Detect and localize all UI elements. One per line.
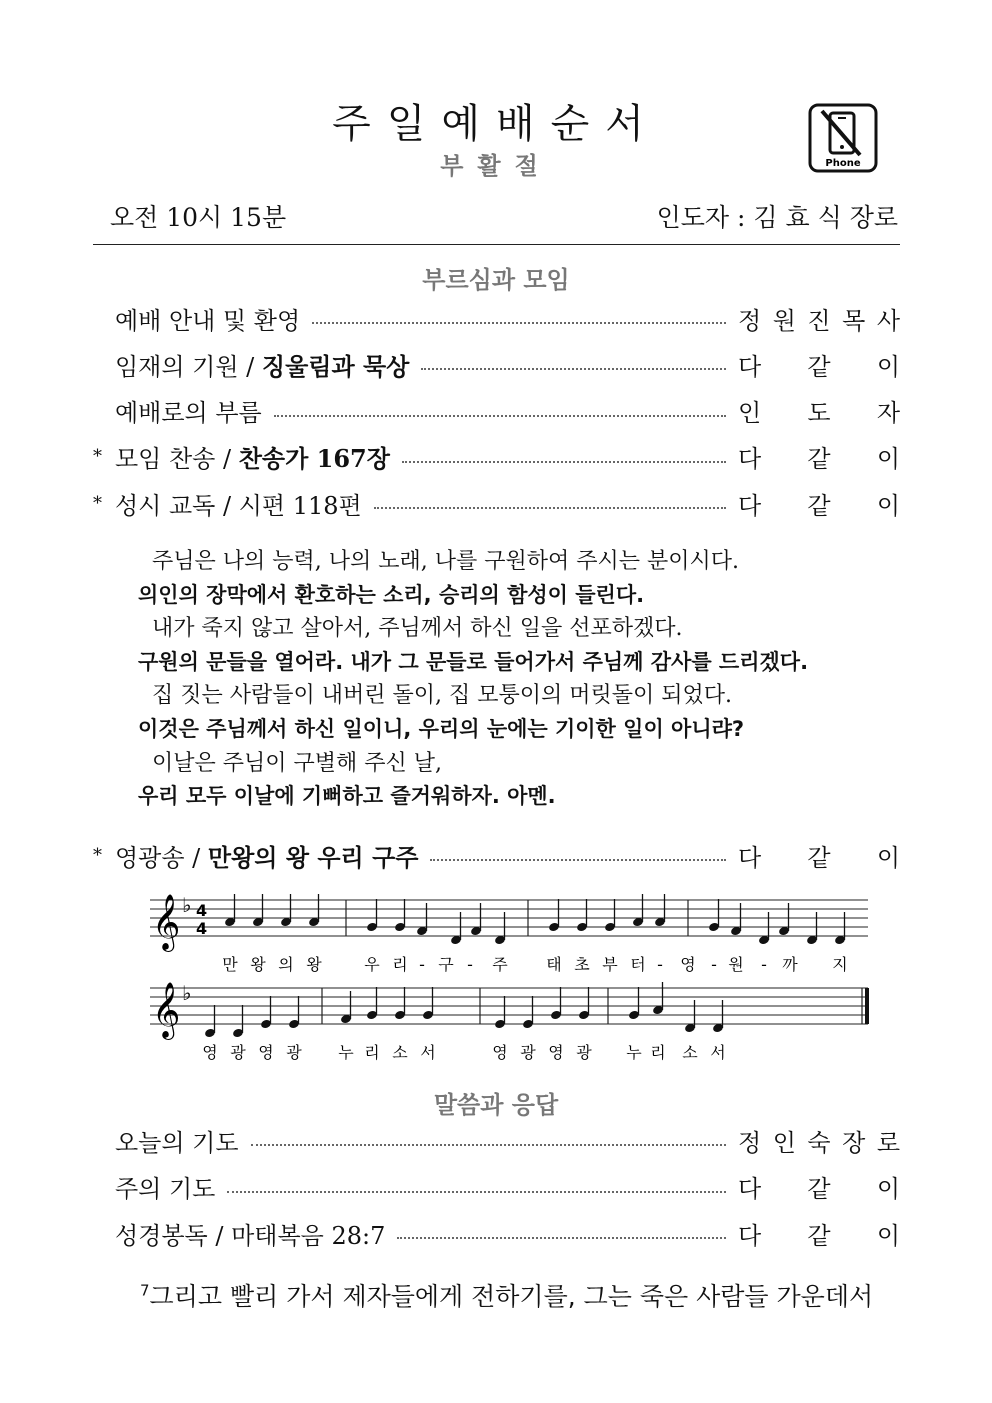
- order-item-responsible: [738, 1123, 900, 1158]
- order-item: [93, 483, 900, 523]
- responsible-char: 자: [876, 399, 900, 428]
- final-barline-thick: [865, 988, 869, 1024]
- order-item-responsible: [738, 439, 900, 474]
- responsible-char: 이: [876, 1221, 900, 1250]
- scripture-verse: [140, 1277, 873, 1313]
- lyric-syllable: 영: [680, 955, 696, 974]
- no-phone-icon: [808, 103, 878, 173]
- flat-key-icon: ♭: [182, 893, 192, 917]
- lyric-syllable: 까: [782, 955, 798, 974]
- responsible-char: 인: [772, 1128, 796, 1157]
- lyric-syllable: 광: [576, 1043, 592, 1062]
- page-title: 주일예배순서: [332, 101, 660, 147]
- order-item-label: 오늘의 기도: [115, 1128, 239, 1157]
- order-item-label: 모임 찬송 / 찬송가 167장: [115, 444, 390, 474]
- order-item: [93, 1120, 900, 1160]
- responsible-char: 다: [738, 445, 762, 474]
- responsible-char: 인: [738, 399, 762, 428]
- lyric-syllable: 리: [364, 1043, 380, 1062]
- order-item-responsible: [738, 301, 900, 336]
- order-item-title: 만왕의 왕 우리 구주: [207, 842, 419, 872]
- order-item-title: 징울림과 묵상: [261, 351, 410, 381]
- leader-dots: [397, 1237, 726, 1239]
- section-word-heading: 말씀과 응답: [433, 1091, 559, 1119]
- responsible-char: 장: [842, 1128, 866, 1157]
- service-leader: [657, 198, 898, 234]
- lyric-syllable: 초: [574, 955, 590, 974]
- order-item: [93, 1213, 900, 1253]
- lyric-syllable: 리: [392, 955, 408, 974]
- lyric-syllable: 만: [222, 955, 238, 974]
- lyric-syllable: 원: [728, 955, 744, 974]
- responsible-char: 같: [807, 843, 831, 872]
- leader-dots: [251, 1144, 726, 1146]
- order-item-responsible: [738, 486, 900, 521]
- doxology-score: [150, 890, 880, 1074]
- lyric-syllable: 영: [492, 1043, 508, 1062]
- required-mark: *: [93, 492, 102, 514]
- responsible-char: 같: [807, 445, 831, 474]
- order-item: [93, 298, 900, 338]
- responsible-char: 로: [876, 1128, 900, 1157]
- section-gathering-heading: 부르심과 모임: [422, 266, 570, 294]
- required-mark: *: [93, 844, 102, 866]
- order-item-responsible: [738, 1216, 900, 1251]
- flat-key-icon: ♭: [182, 981, 192, 1005]
- lyric-syllable: 영: [202, 1043, 218, 1062]
- time-signature-top: 4: [196, 901, 208, 920]
- reading-people-line: 이것은 주님께서 하신 일이니, 우리의 눈에는 기이한 일이 아니랴?: [138, 716, 745, 741]
- order-item-label: 영광송 / 만왕의 왕 우리 구주: [115, 842, 419, 872]
- leader-dots: [274, 415, 726, 417]
- responsible-char: 정: [738, 306, 762, 335]
- responsible-char: 이: [876, 1175, 900, 1203]
- lyric-syllable: -: [467, 955, 473, 974]
- responsible-char: 도: [807, 399, 831, 428]
- lyric-syllable: 리: [650, 1043, 666, 1062]
- verse-number: 7: [140, 1281, 150, 1300]
- lyric-syllable: 부: [602, 955, 618, 974]
- responsible-char: 다: [738, 1221, 762, 1250]
- responsible-char: 다: [738, 491, 762, 520]
- lyric-syllable: 서: [710, 1043, 726, 1062]
- leader-dots: [312, 322, 726, 324]
- lyric-syllable: -: [419, 955, 425, 974]
- responsible-char: 숙: [807, 1128, 831, 1157]
- order-item-label: 주의 기도: [115, 1175, 216, 1203]
- order-item-title: 찬송가 167장: [238, 444, 390, 474]
- verse-text: 그리고 빨리 가서 제자들에게 전하기를, 그는 죽은 사람들 가운데서: [149, 1282, 874, 1311]
- lyric-syllable: 누: [338, 1043, 354, 1062]
- order-item-label: 성시 교독 / 시편 118편: [115, 491, 362, 520]
- lyric-syllable: 터: [630, 955, 646, 974]
- leader-label: 인도자 :: [656, 203, 746, 232]
- reading-people-line: 의인의 장막에서 환호하는 소리, 승리의 함성이 들린다.: [138, 582, 645, 607]
- lyric-syllable: 영: [258, 1043, 274, 1062]
- lyric-syllable: 우: [364, 955, 380, 974]
- lyric-syllable: 광: [286, 1043, 302, 1062]
- reading-leader-line: 집 짓는 사람들이 내버린 돌이, 집 모퉁이의 머릿돌이 되었다.: [152, 683, 732, 709]
- reading-leader-line: 이날은 주님이 구별해 주신 날,: [152, 750, 442, 776]
- responsible-char: 다: [738, 352, 762, 381]
- order-item-responsible: [738, 838, 900, 873]
- leader-name: 김 효 식 장로: [753, 203, 898, 232]
- lyric-syllable: 의: [278, 955, 294, 974]
- lyric-syllable: 영: [548, 1043, 564, 1062]
- responsible-char: 다: [738, 843, 762, 872]
- lyric-syllable: 왕: [306, 955, 322, 974]
- lyric-syllable: 서: [420, 1043, 436, 1062]
- order-item-responsible: [738, 347, 900, 382]
- leader-dots: [421, 368, 726, 370]
- responsible-char: 이: [876, 491, 900, 520]
- leader-dots: [374, 507, 726, 509]
- lyric-syllable: 광: [230, 1043, 246, 1062]
- reading-people-line: 우리 모두 이날에 기뻐하고 즐거워하자. 아멘.: [138, 784, 556, 809]
- order-item: [93, 391, 900, 431]
- responsible-char: 같: [807, 352, 831, 381]
- order-item: [93, 1167, 900, 1207]
- order-item-label: 성경봉독 / 마태복음 28:7: [115, 1221, 386, 1250]
- order-item: [93, 437, 900, 477]
- responsible-char: 같: [807, 1175, 831, 1203]
- leader-dots: [227, 1191, 726, 1193]
- lyric-syllable: 지: [832, 955, 848, 974]
- lyric-syllable: 주: [492, 955, 508, 974]
- responsible-char: 같: [807, 1221, 831, 1250]
- order-item-responsible: [738, 1169, 900, 1204]
- reading-leader-line: 주님은 나의 능력, 나의 노래, 나를 구원하여 주시는 분이시다.: [152, 549, 739, 574]
- required-mark: *: [93, 446, 102, 468]
- lyric-syllable: 왕: [250, 955, 266, 974]
- lyric-syllable: 구: [438, 955, 454, 974]
- page-subtitle: 부활절: [440, 152, 552, 180]
- order-item: [93, 344, 900, 384]
- service-time: 오전 10시 15분: [110, 203, 287, 232]
- responsible-char: 정: [738, 1128, 762, 1157]
- order-item-label: 예배 안내 및 환영: [115, 306, 301, 335]
- responsible-char: 목: [842, 306, 866, 335]
- responsive-reading: [138, 545, 918, 814]
- responsible-char: 이: [876, 445, 900, 474]
- lyric-syllable: 소: [392, 1043, 408, 1062]
- leader-dots: [430, 859, 726, 861]
- responsible-char: 이: [876, 352, 900, 381]
- lyric-syllable: -: [657, 955, 663, 974]
- order-item-label: 임재의 기원 / 징울림과 묵상: [115, 351, 410, 381]
- lyric-syllable: 누: [626, 1043, 642, 1062]
- responsible-char: 같: [807, 491, 831, 520]
- responsible-char: 진: [807, 306, 831, 335]
- lyric-syllable: 태: [546, 955, 562, 974]
- treble-clef-icon: 𝄞: [152, 894, 181, 950]
- responsible-char: 사: [876, 306, 900, 335]
- order-item-responsible: [738, 393, 900, 428]
- treble-clef-icon: 𝄞: [152, 982, 181, 1038]
- responsible-char: 다: [738, 1175, 762, 1203]
- lyric-syllable: 소: [682, 1043, 698, 1062]
- header-divider: [93, 244, 900, 245]
- order-item-label: 예배로의 부름: [115, 399, 262, 428]
- phone-icon-label: Phone: [825, 158, 861, 169]
- time-signature-bottom: 4: [196, 919, 208, 938]
- music-staff: [150, 890, 880, 1070]
- lyric-syllable: -: [761, 955, 767, 974]
- reading-people-line: 구원의 문들을 열어라. 내가 그 문들로 들어가서 주님께 감사를 드리겠다.: [138, 649, 809, 674]
- reading-leader-line: 내가 죽지 않고 살아서, 주님께서 하신 일을 선포하겠다.: [152, 616, 683, 642]
- lyric-syllable: 광: [520, 1043, 536, 1062]
- responsible-char: 이: [876, 843, 900, 872]
- leader-dots: [402, 461, 726, 463]
- responsible-char: 원: [772, 306, 796, 335]
- order-item-doxology: [93, 835, 900, 875]
- lyric-syllable: -: [711, 955, 717, 974]
